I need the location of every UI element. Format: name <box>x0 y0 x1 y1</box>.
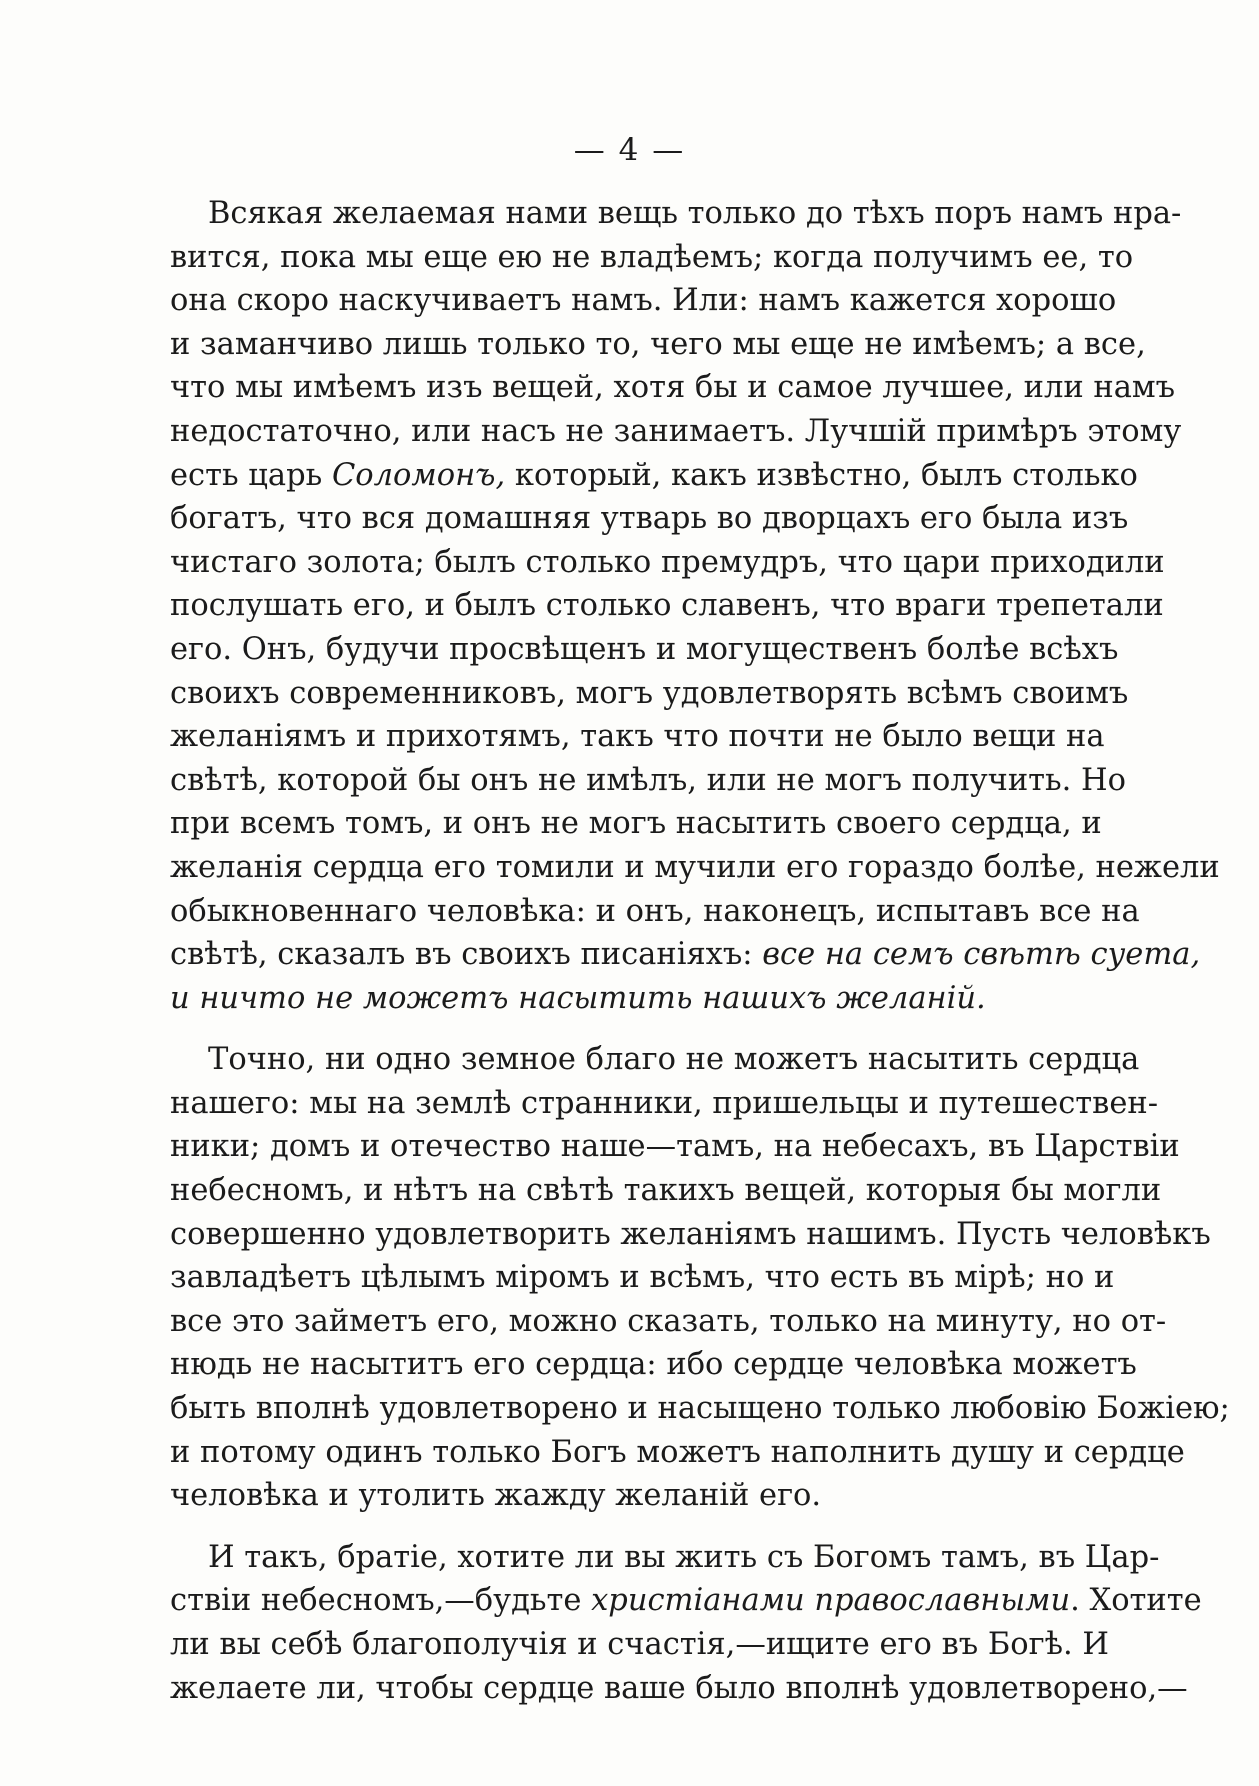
text-line <box>170 192 1182 236</box>
text-run: желаніямъ и прихотямъ, такъ что почти не было вещи на <box>170 719 1105 755</box>
text-run: И такъ, братіе, хотите ли вы жить съ Богомъ тамъ, въ Цар- <box>208 1539 1160 1575</box>
text-line <box>170 672 1129 716</box>
text-line <box>170 1536 1160 1580</box>
text-line <box>170 541 1165 585</box>
text-run: завладѣетъ цѣлымъ міромъ и всѣмъ, что есть въ мірѣ; но и <box>170 1260 1115 1296</box>
italic-run: все на семъ свѣтѣ суета, <box>762 937 1201 973</box>
italic-run: христіанами православными <box>591 1583 1071 1619</box>
text-run: все это займетъ его, можно сказать, только на минуту, но от- <box>170 1303 1167 1339</box>
text-run: желанія сердца его томили и мучили его гораздо болѣе, нежели <box>170 849 1220 885</box>
text-run: который, какъ извѣстно, былъ столько <box>505 457 1138 493</box>
text-run: его. Онъ, будучи просвѣщенъ и могущественъ болѣе всѣхъ <box>170 631 1119 667</box>
text-run: богатъ, что вся домашняя утварь во дворцахъ его была изъ <box>170 501 1129 537</box>
paragraph <box>170 1038 1230 1518</box>
text-line <box>170 628 1119 672</box>
text-run: Всякая желаемая нами вещь только до тѣхъ поръ намъ нра- <box>208 196 1182 231</box>
text-run: чистаго золота; былъ столько премудръ, что цари приходили <box>170 544 1165 580</box>
text-line <box>170 1125 1180 1169</box>
text-line <box>170 584 1164 628</box>
text-line <box>170 1300 1167 1344</box>
text-line <box>170 977 1095 1021</box>
page-number: — 4 — <box>573 132 686 168</box>
text-run: послушать его, и былъ столько славенъ, что враги трепетали <box>170 588 1164 624</box>
text-line <box>170 1343 1137 1387</box>
text-body <box>170 192 1230 1728</box>
paragraph <box>170 192 1220 1020</box>
text-run: обыкновеннаго человѣка: и онъ, наконецъ, испытавъ все на <box>170 893 1140 929</box>
text-line <box>170 236 1134 280</box>
text-run: нашего: мы на землѣ странники, пришельцы и путешествен- <box>170 1085 1159 1121</box>
text-run: и потому одинъ только Богъ можетъ наполнить душу и сердце <box>170 1434 1185 1470</box>
text-run: желаете ли, чтобы сердце ваше было вполнѣ удовлетворено,— <box>170 1670 1188 1706</box>
text-run: при всемъ томъ, и онъ не могъ насытить своего сердца, и <box>170 806 1102 842</box>
text-line <box>170 846 1220 890</box>
text-line <box>170 323 1146 367</box>
text-line <box>170 890 1140 934</box>
text-line <box>170 759 1126 803</box>
text-line <box>170 802 1102 846</box>
text-line <box>170 1169 1162 1213</box>
text-run: своихъ современниковъ, могъ удовлетворять всѣмъ своимъ <box>170 675 1129 711</box>
text-line <box>170 497 1129 541</box>
text-run: и заманчиво лишь только то, чего мы еще не имѣемъ; а все, <box>170 326 1146 362</box>
text-line <box>170 715 1105 759</box>
text-run: быть вполнѣ удовлетворено и насыщено только любовію Божіею; <box>170 1391 1230 1427</box>
text-run: вится, пока мы еще ею не владѣемъ; когда получимъ ее, то <box>170 239 1134 275</box>
text-run: свѣтѣ, сказалъ въ своихъ писаніяхъ: <box>170 937 763 973</box>
text-run: человѣка и утолить жажду желаній его. <box>170 1478 822 1514</box>
italic-run: и ничто не можетъ насытить нашихъ желаній. <box>170 980 986 1016</box>
text-line <box>170 1038 1140 1082</box>
text-run: есть царь <box>170 457 332 493</box>
text-line <box>170 933 1201 977</box>
text-line <box>170 454 1138 498</box>
text-line <box>170 279 1117 323</box>
text-line <box>170 410 1182 454</box>
text-line <box>170 1387 1230 1431</box>
text-run: Точно, ни одно земное благо не можетъ насытить сердца <box>208 1042 1140 1078</box>
text-line <box>170 1667 1188 1711</box>
text-run: . Хотите <box>1070 1583 1202 1619</box>
text-run: ствіи небесномъ,—будьте <box>170 1583 592 1619</box>
text-line <box>170 1256 1115 1300</box>
text-line <box>170 1474 1095 1518</box>
text-line <box>170 1579 1202 1623</box>
text-line <box>170 1213 1211 1257</box>
text-line <box>170 366 1176 410</box>
paragraph <box>170 1536 1202 1710</box>
text-run: свѣтѣ, которой бы онъ не имѣлъ, или не могъ получить. Но <box>170 762 1126 798</box>
text-run: нюдь не насытитъ его сердца: ибо сердце человѣка можетъ <box>170 1347 1137 1383</box>
text-line <box>170 1082 1159 1126</box>
italic-run: Соломонъ, <box>331 457 506 493</box>
text-line <box>170 1623 1109 1667</box>
text-run: ли вы себѣ благополучія и счастія,—ищите его въ Богѣ. И <box>170 1627 1109 1662</box>
text-run: недостаточно, или насъ не занимаетъ. Лучшій примѣръ этому <box>170 413 1182 449</box>
text-run: что мы имѣемъ изъ вещей, хотя бы и самое лучшее, или намъ <box>170 370 1176 406</box>
text-run: она скоро наскучиваетъ намъ. Или: намъ кажется хорошо <box>170 283 1117 319</box>
text-line <box>170 1431 1185 1475</box>
text-run: совершенно удовлетворить желаніямъ нашимъ. Пусть человѣкъ <box>170 1216 1211 1252</box>
text-run: небесномъ, и нѣтъ на свѣтѣ такихъ вещей, которыя бы могли <box>170 1173 1162 1209</box>
text-run: ники; домъ и отечество наше—тамъ, на небесахъ, въ Царствіи <box>170 1129 1180 1165</box>
